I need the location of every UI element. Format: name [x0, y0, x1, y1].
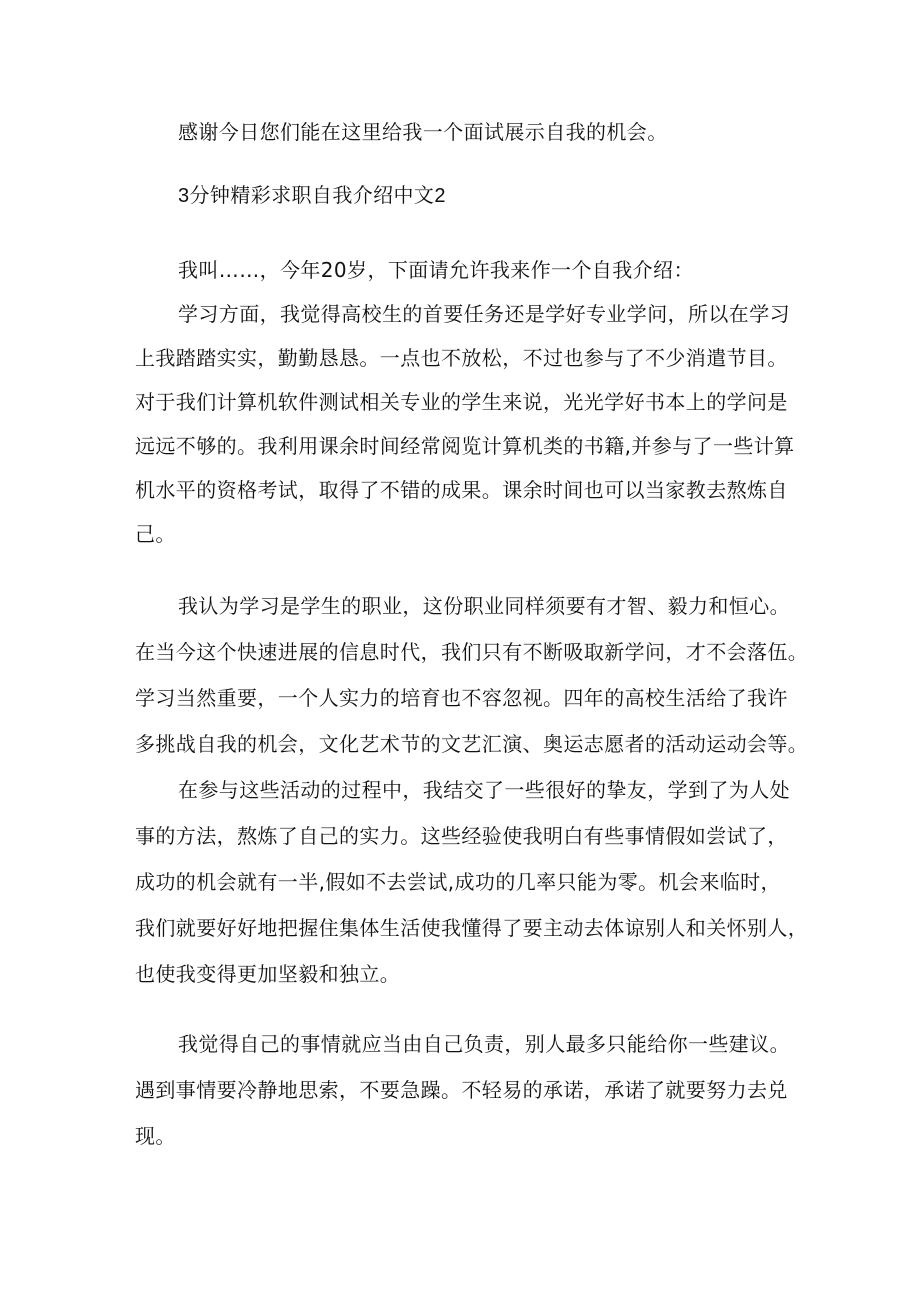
- paragraph-line: 现。: [135, 1124, 176, 1148]
- paragraph-line: 机水平的资格考试，取得了不错的成果。课余时间也可以当家教去熬炼自: [135, 478, 788, 502]
- intro-line: 感谢今日您们能在这里给我一个面试展示自我的机会。: [178, 120, 668, 144]
- paragraph-line: 己。: [135, 522, 176, 546]
- paragraph-line: 远远不够的。我利用课余时间经常阅览计算机类的书籍,并参与了一些计算: [135, 434, 795, 458]
- paragraph-line: 成功的机会就有一半,假如不去尝试,成功的几率只能为零。机会来临时，: [135, 870, 781, 894]
- paragraph-line: 在参与这些活动的过程中，我结交了一些很好的挚友，学到了为人处: [178, 778, 790, 802]
- paragraph-line: 事的方法，熬炼了自己的实力。这些经验使我明白有些事情假如尝试了，: [135, 824, 788, 848]
- paragraph-line: 我认为学习是学生的职业，这份职业同样须要有才智、毅力和恒心。: [178, 594, 790, 618]
- paragraph-line: 多挑战自我的机会，文化艺术节的文艺汇演、奥运志愿者的活动运动会等。: [135, 732, 809, 756]
- paragraph-line: 遇到事情要冷静地思索，不要急躁。不轻易的承诺，承诺了就要努力去兑: [135, 1078, 788, 1102]
- paragraph-line: 我叫……，今年20岁，下面请允许我来作一个自我介绍：: [178, 258, 694, 282]
- paragraph-line: 也使我变得更加坚毅和独立。: [135, 962, 401, 986]
- paragraph-line: 学习当然重要，一个人实力的培育也不容忽视。四年的高校生活给了我许: [135, 686, 788, 710]
- paragraph-line: 在当今这个快速进展的信息时代，我们只有不断吸取新学问，才不会落伍。: [135, 640, 809, 664]
- paragraph-line: 我觉得自己的事情就应当由自己负责，别人最多只能给你一些建议。: [178, 1032, 790, 1056]
- paragraph-line: 对于我们计算机软件测试相关专业的学生来说，光光学好书本上的学问是: [135, 390, 788, 414]
- paragraph-line: 学习方面，我觉得高校生的首要任务还是学好专业学问，所以在学习: [178, 302, 790, 326]
- paragraph-line: 我们就要好好地把握住集体生活使我懂得了要主动去体谅别人和关怀别人，: [135, 916, 809, 940]
- paragraph-line: 上我踏踏实实，勤勤恳恳。一点也不放松，不过也参与了不少消遣节目。: [135, 346, 788, 370]
- section-title: 3分钟精彩求职自我介绍中文2: [178, 185, 446, 207]
